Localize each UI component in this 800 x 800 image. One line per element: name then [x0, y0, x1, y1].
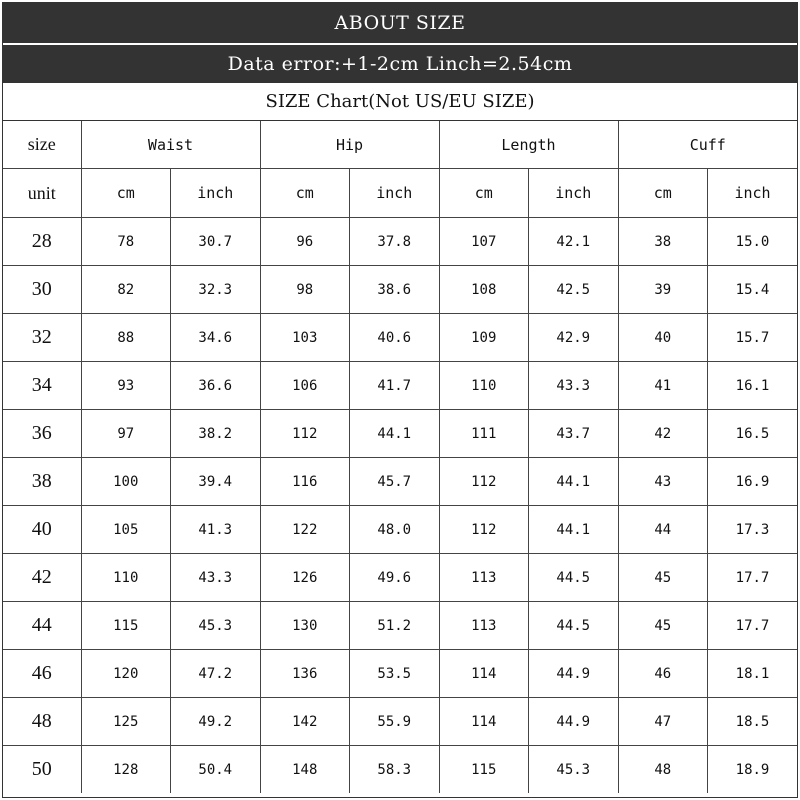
- size-cell: 48: [3, 698, 81, 746]
- measurement-cell: 49.6: [350, 554, 440, 602]
- measurement-cell: 43: [618, 458, 708, 506]
- measurement-cell: 130: [260, 602, 350, 650]
- measurement-cell: 18.1: [708, 650, 798, 698]
- size-cell: 28: [3, 218, 81, 266]
- table-row: [3, 698, 797, 746]
- measurement-cell: 108: [439, 266, 529, 314]
- category-hip: Hip: [260, 121, 439, 169]
- measurement-cell: 42.1: [529, 218, 619, 266]
- measurement-cell: 43.3: [171, 554, 261, 602]
- size-cell: 34: [3, 362, 81, 410]
- measurement-cell: 45.3: [171, 602, 261, 650]
- measurement-cell: 148: [260, 746, 350, 794]
- measurement-cell: 38.2: [171, 410, 261, 458]
- measurement-cell: 41: [618, 362, 708, 410]
- measurement-cell: 113: [439, 554, 529, 602]
- measurement-cell: 49.2: [171, 698, 261, 746]
- measurement-cell: 34.6: [171, 314, 261, 362]
- measurement-cell: 15.4: [708, 266, 798, 314]
- measurement-cell: 114: [439, 698, 529, 746]
- table-row: [3, 602, 797, 650]
- measurement-cell: 16.9: [708, 458, 798, 506]
- measurement-cell: 45: [618, 602, 708, 650]
- measurement-cell: 44: [618, 506, 708, 554]
- measurement-cell: 112: [260, 410, 350, 458]
- measurement-cell: 39.4: [171, 458, 261, 506]
- measurement-cell: 42.5: [529, 266, 619, 314]
- measurement-cell: 88: [81, 314, 171, 362]
- measurement-cell: 58.3: [350, 746, 440, 794]
- size-cell: 30: [3, 266, 81, 314]
- measurement-cell: 115: [81, 602, 171, 650]
- measurement-cell: 47: [618, 698, 708, 746]
- unit-cell: inch: [350, 169, 440, 218]
- measurement-cell: 110: [81, 554, 171, 602]
- measurement-cell: 111: [439, 410, 529, 458]
- measurement-cell: 44.1: [350, 410, 440, 458]
- measurement-cell: 37.8: [350, 218, 440, 266]
- measurement-cell: 38.6: [350, 266, 440, 314]
- measurement-cell: 96: [260, 218, 350, 266]
- measurement-cell: 38: [618, 218, 708, 266]
- size-chart-subtitle: SIZE Chart(Not US/EU SIZE): [3, 83, 797, 121]
- size-cell: 36: [3, 410, 81, 458]
- measurement-cell: 112: [439, 458, 529, 506]
- measurement-cell: 17.3: [708, 506, 798, 554]
- measurement-cell: 116: [260, 458, 350, 506]
- measurement-cell: 109: [439, 314, 529, 362]
- measurement-cell: 48.0: [350, 506, 440, 554]
- measurement-cell: 110: [439, 362, 529, 410]
- measurement-cell: 45.3: [529, 746, 619, 794]
- table-row: [3, 410, 797, 458]
- measurement-cell: 125: [81, 698, 171, 746]
- size-cell: 46: [3, 650, 81, 698]
- measurement-cell: 16.5: [708, 410, 798, 458]
- measurement-cell: 53.5: [350, 650, 440, 698]
- measurement-cell: 114: [439, 650, 529, 698]
- size-cell: 42: [3, 554, 81, 602]
- table-row: [3, 746, 797, 794]
- measurement-cell: 98: [260, 266, 350, 314]
- measurement-cell: 115: [439, 746, 529, 794]
- measurement-cell: 136: [260, 650, 350, 698]
- table-row: [3, 266, 797, 314]
- measurement-cell: 15.7: [708, 314, 798, 362]
- table-row: [3, 650, 797, 698]
- unit-cell: cm: [439, 169, 529, 218]
- measurement-cell: 105: [81, 506, 171, 554]
- measurement-cell: 39: [618, 266, 708, 314]
- measurement-cell: 113: [439, 602, 529, 650]
- measurement-cell: 42.9: [529, 314, 619, 362]
- table-row: [3, 362, 797, 410]
- measurement-cell: 93: [81, 362, 171, 410]
- measurement-cell: 44.9: [529, 698, 619, 746]
- measurement-cell: 43.7: [529, 410, 619, 458]
- measurement-cell: 40.6: [350, 314, 440, 362]
- measurement-cell: 122: [260, 506, 350, 554]
- unit-cell: cm: [81, 169, 171, 218]
- measurement-cell: 78: [81, 218, 171, 266]
- measurement-cell: 112: [439, 506, 529, 554]
- measurement-cell: 47.2: [171, 650, 261, 698]
- measurement-cell: 44.5: [529, 602, 619, 650]
- measurement-cell: 46: [618, 650, 708, 698]
- table-row: [3, 314, 797, 362]
- size-cell: 32: [3, 314, 81, 362]
- size-chart-document: [2, 2, 798, 798]
- measurement-cell: 41.7: [350, 362, 440, 410]
- size-cell: 40: [3, 506, 81, 554]
- measurement-cell: 50.4: [171, 746, 261, 794]
- measurement-cell: 100: [81, 458, 171, 506]
- measurement-cell: 97: [81, 410, 171, 458]
- category-cuff: Cuff: [618, 121, 797, 169]
- measurement-cell: 17.7: [708, 602, 798, 650]
- measurement-cell: 42: [618, 410, 708, 458]
- about-size-title: ABOUT SIZE: [3, 3, 797, 43]
- measurement-cell: 18.9: [708, 746, 798, 794]
- unit-header-row: [3, 169, 797, 218]
- measurement-cell: 45.7: [350, 458, 440, 506]
- size-cell: 38: [3, 458, 81, 506]
- unit-cell: inch: [708, 169, 798, 218]
- unit-cell: cm: [618, 169, 708, 218]
- measurement-cell: 106: [260, 362, 350, 410]
- category-header-row: [3, 121, 797, 169]
- measurement-cell: 36.6: [171, 362, 261, 410]
- unit-cell: inch: [529, 169, 619, 218]
- measurement-cell: 45: [618, 554, 708, 602]
- measurement-cell: 44.1: [529, 458, 619, 506]
- measurement-cell: 55.9: [350, 698, 440, 746]
- measurement-cell: 44.9: [529, 650, 619, 698]
- measurement-cell: 120: [81, 650, 171, 698]
- measurement-cell: 16.1: [708, 362, 798, 410]
- measurement-cell: 32.3: [171, 266, 261, 314]
- size-cell: 44: [3, 602, 81, 650]
- size-cell: 50: [3, 746, 81, 794]
- measurement-cell: 107: [439, 218, 529, 266]
- measurement-cell: 18.5: [708, 698, 798, 746]
- unit-header-cell: unit: [3, 169, 81, 218]
- data-error-note: Data error:+1-2cm Linch=2.54cm: [3, 43, 797, 83]
- size-table: [3, 121, 797, 793]
- measurement-cell: 82: [81, 266, 171, 314]
- measurement-cell: 44.5: [529, 554, 619, 602]
- measurement-cell: 30.7: [171, 218, 261, 266]
- measurement-cell: 40: [618, 314, 708, 362]
- measurement-cell: 43.3: [529, 362, 619, 410]
- table-row: [3, 458, 797, 506]
- table-row: [3, 218, 797, 266]
- size-header-cell: size: [3, 121, 81, 169]
- unit-cell: cm: [260, 169, 350, 218]
- measurement-cell: 142: [260, 698, 350, 746]
- measurement-cell: 17.7: [708, 554, 798, 602]
- measurement-cell: 126: [260, 554, 350, 602]
- measurement-cell: 41.3: [171, 506, 261, 554]
- measurement-cell: 48: [618, 746, 708, 794]
- unit-cell: inch: [171, 169, 261, 218]
- measurement-cell: 128: [81, 746, 171, 794]
- category-length: Length: [439, 121, 618, 169]
- measurement-cell: 44.1: [529, 506, 619, 554]
- table-row: [3, 554, 797, 602]
- measurement-cell: 103: [260, 314, 350, 362]
- measurement-cell: 15.0: [708, 218, 798, 266]
- measurement-cell: 51.2: [350, 602, 440, 650]
- category-waist: Waist: [81, 121, 260, 169]
- table-row: [3, 506, 797, 554]
